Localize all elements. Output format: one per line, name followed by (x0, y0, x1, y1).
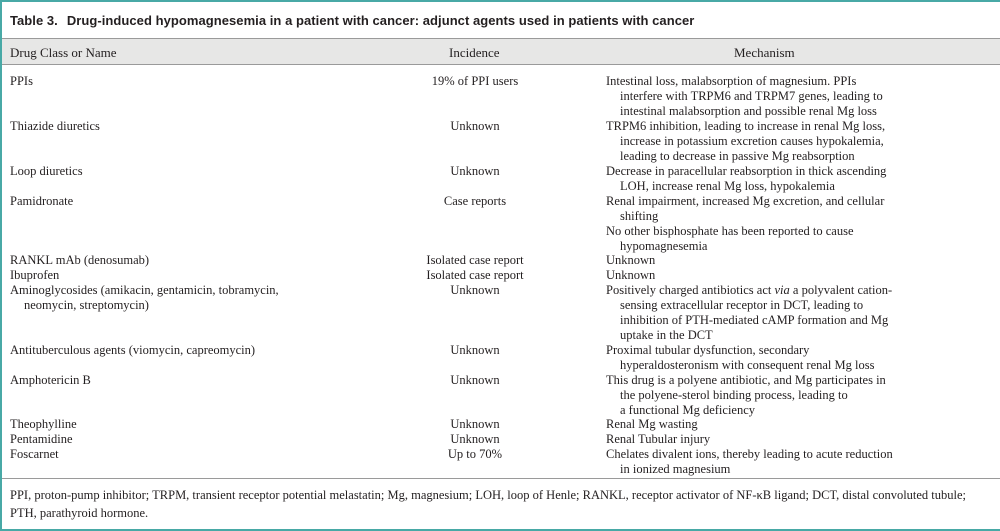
drug-name-line: PPIs (10, 74, 33, 88)
drug-name-line: Ibuprofen (10, 268, 60, 282)
incidence-cell: Case reports (443, 194, 507, 208)
mechanism-cell (606, 268, 655, 283)
mechanism-line: in ionized magnesium (620, 462, 731, 476)
drug-name-line: Theophylline (10, 417, 77, 431)
table-title (10, 13, 694, 28)
mechanism-line: Unknown (606, 253, 656, 267)
mechanism-line: inhibition of PTH-mediated cAMP formation and Mg (620, 313, 889, 327)
drug-cell (10, 432, 73, 447)
incidence-cell: Unknown (450, 119, 500, 133)
mechanism-line: Renal impairment, increased Mg excretion, and cellular (606, 194, 885, 208)
mechanism-cell (606, 343, 874, 373)
footnote-divider (2, 478, 1000, 479)
mechanism-cell (606, 119, 885, 164)
table-label: Table 3. (10, 13, 58, 28)
drug-name-line: neomycin, streptomycin) (24, 298, 149, 312)
mechanism-cell (606, 253, 655, 268)
mechanism-line: shifting (620, 209, 659, 223)
mechanism-cell (606, 373, 886, 418)
mechanism-line: hyperaldosteronism with consequent renal Mg loss (620, 358, 875, 372)
mechanism-line: Renal Mg wasting (606, 417, 698, 431)
mechanism-line: Renal Tubular injury (606, 432, 711, 446)
footnote-line: PTH, parathyroid hormone. (10, 506, 149, 520)
incidence-cell: Up to 70% (447, 447, 503, 461)
mechanism-line: TRPM6 inhibition, leading to increase in renal Mg loss, (606, 119, 886, 133)
drug-name-line: Thiazide diuretics (10, 119, 100, 133)
mechanism-line: LOH, increase renal Mg loss, hypokalemia (620, 179, 835, 193)
incidence-cell: Unknown (450, 283, 500, 297)
drug-name-line: Amphotericin B (10, 373, 91, 387)
drug-cell (10, 164, 83, 179)
incidence-cell: Isolated case report (426, 268, 524, 282)
drug-cell (10, 373, 91, 388)
mechanism-line: Chelates divalent ions, thereby leading to acute reduction (606, 447, 893, 461)
drug-cell (10, 343, 255, 358)
mechanism-line: intestinal malabsorption and possible renal Mg loss (620, 104, 877, 118)
mechanism-line: interfere with TRPM6 and TRPM7 genes, leading to (620, 89, 883, 103)
mechanism-line: This drug is a polyene antibiotic, and Mg participates in (606, 373, 886, 387)
drug-name-line: Foscarnet (10, 447, 59, 461)
mechanism-line: increase in potassium excretion causes hypokalemia, (620, 134, 884, 148)
header-mechanism: Mechanism (734, 45, 795, 60)
drug-name-line: RANKL mAb (denosumab) (10, 253, 150, 267)
mechanism-cell (606, 283, 892, 343)
drug-name-line: Pamidronate (10, 194, 74, 208)
drug-name-line: Loop diuretics (10, 164, 83, 178)
table-footnote (10, 486, 966, 522)
drug-name-line: Antituberculous agents (viomycin, capreomycin) (10, 343, 256, 357)
mechanism-cell (606, 417, 698, 432)
mechanism-line: Positively charged antibiotics act via a polyvalent cation- (606, 283, 893, 297)
drug-name-line: Aminoglycosides (amikacin, gentamicin, tobramycin, (10, 283, 279, 297)
drug-cell (10, 253, 149, 268)
mechanism-line: No other bisphosphate has been reported to cause (606, 224, 854, 238)
drug-cell (10, 268, 59, 283)
incidence-cell: Isolated case report (426, 253, 524, 267)
footnote-line: PPI, proton-pump inhibitor; TRPM, transient receptor potential melastatin; Mg, magnesium; LOH, loop of Henle; RANKL, receptor activator of NF-κB ligand; DCT, distal convoluted tubule; (10, 488, 967, 502)
drug-cell (10, 194, 73, 209)
mechanism-line: leading to decrease in passive Mg reabsorption (620, 149, 855, 163)
incidence-cell: Unknown (450, 417, 500, 431)
header-drug: Drug Class or Name (10, 45, 117, 60)
mechanism-cell (606, 194, 884, 254)
mechanism-cell (606, 447, 893, 477)
incidence-cell: 19% of PPI users (431, 74, 519, 88)
table-title-text: Drug-induced hypomagnesemia in a patient with cancer: adjunct agents used in patients with cancer (66, 13, 695, 28)
mechanism-cell (606, 164, 886, 194)
drug-cell (10, 119, 100, 134)
mechanism-line: Unknown (606, 268, 656, 282)
drug-cell (10, 447, 59, 462)
incidence-cell: Unknown (450, 164, 500, 178)
incidence-cell: Unknown (450, 373, 500, 387)
mechanism-line: Intestinal loss, malabsorption of magnesium. PPIs (606, 74, 857, 88)
table-header-row (2, 38, 1000, 65)
drug-cell (10, 283, 279, 313)
mechanism-line: Proximal tubular dysfunction, secondary (606, 343, 810, 357)
mechanism-line: Decrease in paracellular reabsorption in thick ascending (606, 164, 887, 178)
mechanism-line: a functional Mg deficiency (620, 403, 756, 417)
drug-cell (10, 74, 33, 89)
incidence-cell: Unknown (450, 432, 500, 446)
mechanism-line: uptake in the DCT (620, 328, 713, 342)
drug-name-line: Pentamidine (10, 432, 73, 446)
incidence-cell: Unknown (450, 343, 500, 357)
mechanism-cell (606, 432, 710, 447)
mechanism-line: sensing extracellular receptor in DCT, leading to (620, 298, 864, 312)
drug-cell (10, 417, 77, 432)
header-incidence: Incidence (449, 45, 500, 60)
mechanism-line: the polyene-sterol binding process, leading to (620, 388, 848, 402)
mechanism-line: hypomagnesemia (620, 239, 708, 253)
mechanism-cell (606, 74, 883, 119)
